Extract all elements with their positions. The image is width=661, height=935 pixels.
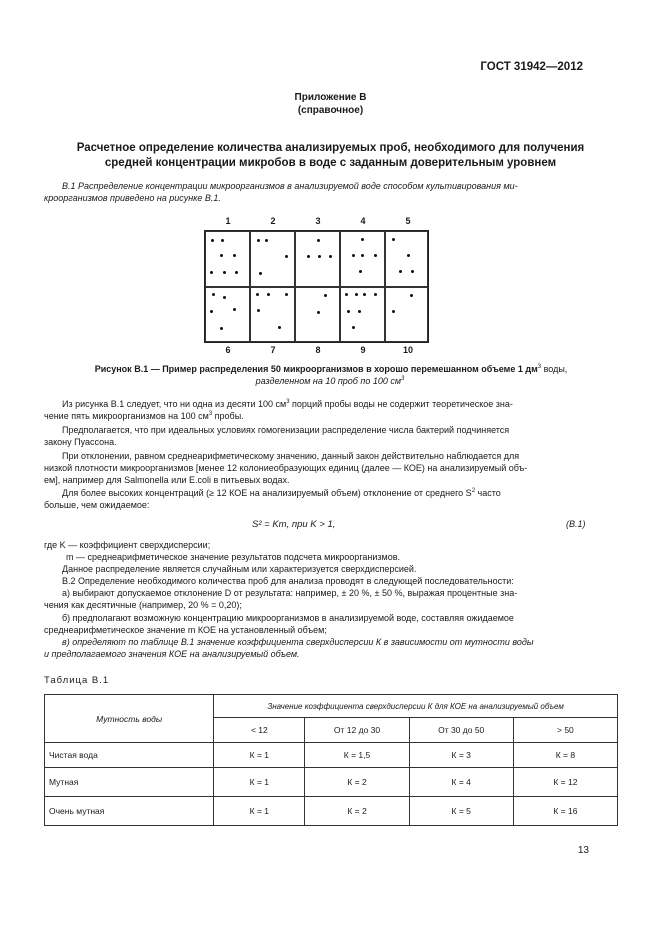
microbe-dot bbox=[220, 254, 223, 257]
definition-m: m — среднеарифметическое значение результатов подсчета микроорганизмов. bbox=[66, 552, 401, 562]
figure-caption-line-2 bbox=[60, 376, 600, 386]
p1-text-a: Из рисунка В.1 следует, что ни одна из десяти 100 см bbox=[62, 399, 287, 409]
table-cell: К = 8 bbox=[513, 743, 617, 768]
sample-cell-9 bbox=[340, 287, 385, 342]
table-title: Таблица В.1 bbox=[44, 675, 110, 686]
p4-text-b: часто bbox=[475, 488, 501, 498]
sample-cell-1 bbox=[205, 231, 250, 287]
figure-label-9: 9 bbox=[360, 345, 366, 355]
sample-cell-10 bbox=[385, 287, 428, 342]
table-subheader: От 12 до 30 bbox=[305, 718, 409, 743]
paragraph-3-line-2: низкой плотности микроорганизмов [менее 12 колониеобразующих единиц (далее — КОЕ) на анализируемый объ- bbox=[44, 463, 528, 473]
paragraph-2-line-2: закону Пуассона. bbox=[44, 437, 117, 447]
paragraph-6: В.2 Определение необходимого количества проб для анализа проводят в следующей последовательности: bbox=[62, 576, 514, 586]
table-row bbox=[45, 743, 618, 768]
microbe-dot bbox=[257, 309, 260, 312]
intro-line-2: кроорганизмов приведено на рисунке В.1. bbox=[44, 193, 221, 203]
sample-cell-2 bbox=[250, 231, 295, 287]
microbe-dot bbox=[411, 270, 414, 273]
table-subheader: > 50 bbox=[513, 718, 617, 743]
document-code: ГОСТ 31942—2012 bbox=[480, 61, 583, 73]
microbe-dot bbox=[363, 293, 366, 296]
microbe-dot bbox=[361, 238, 364, 241]
microbe-dot bbox=[223, 296, 226, 299]
figure-label-8: 8 bbox=[315, 345, 321, 355]
paragraph-1-line-1 bbox=[62, 399, 622, 411]
sample-cell-4 bbox=[340, 231, 385, 287]
table-cell: К = 2 bbox=[305, 797, 409, 826]
microbe-dot bbox=[233, 254, 236, 257]
page-title bbox=[40, 141, 621, 171]
microbe-dot bbox=[392, 310, 395, 313]
microbe-dot bbox=[317, 239, 320, 242]
microbe-dot bbox=[221, 239, 224, 242]
microbe-dot bbox=[235, 271, 238, 274]
microbe-dot bbox=[359, 270, 362, 273]
paragraph-9-line-2: и предполагаемого значения КОЕ на анализируемый объем. bbox=[44, 649, 300, 659]
title-line-2: средней концентрации микробов в воде с заданным доверительным уровнем bbox=[104, 157, 557, 169]
table-row bbox=[45, 768, 618, 797]
paragraph-7-line-2: чения как десятичные (например, 20 % = 0,20); bbox=[44, 600, 242, 610]
table-cell: К = 4 bbox=[409, 768, 513, 797]
microbe-dot bbox=[318, 255, 321, 258]
microbe-dot bbox=[210, 310, 213, 313]
microbe-dot bbox=[410, 294, 413, 297]
paragraph-7-line-1: а) выбирают допускаемое отклонение D от результата: например, ± 20 %, ± 50 %, выражая процентные зна- bbox=[62, 588, 518, 598]
table-group-header: Значение коэффициента сверхдисперсии К для КОЕ на анализируемый объем bbox=[214, 695, 618, 718]
microbe-dot bbox=[352, 326, 355, 329]
paragraph-4-line-1 bbox=[62, 488, 622, 500]
p1-exp-2: 3 bbox=[208, 411, 213, 417]
definition-k: где K — коэффициент сверхдисперсии; bbox=[44, 540, 211, 550]
microbe-dot bbox=[265, 239, 268, 242]
microbe-dot bbox=[399, 270, 402, 273]
microbe-dot bbox=[345, 293, 348, 296]
table-cell: К = 1 bbox=[214, 743, 305, 768]
microbe-dot bbox=[358, 310, 361, 313]
sample-cell-7 bbox=[250, 287, 295, 342]
figure-caption-line2-exp: 3 bbox=[401, 376, 405, 382]
microbe-dot bbox=[374, 254, 377, 257]
table-subheader: < 12 bbox=[214, 718, 305, 743]
p1-exp: 3 bbox=[286, 399, 290, 405]
microbe-dot bbox=[210, 271, 213, 274]
microbe-dot bbox=[233, 308, 236, 311]
table-subheader: От 30 до 50 bbox=[409, 718, 513, 743]
p4-text-a: Для более высоких концентраций (≥ 12 КОЕ на анализируемый объем) отклонение от среднего S bbox=[62, 488, 472, 498]
overdispersion-table bbox=[44, 694, 618, 826]
appendix-title: Приложение В bbox=[294, 92, 367, 103]
formula-number: (В.1) bbox=[566, 519, 586, 529]
microbe-dot bbox=[285, 293, 288, 296]
table-cell: К = 16 bbox=[513, 797, 617, 826]
p4-exp: 2 bbox=[471, 488, 476, 494]
sample-cell-8 bbox=[295, 287, 340, 342]
microbe-dot bbox=[355, 293, 358, 296]
paragraph-8-line-2: среднеарифметическое значение m КОЕ на установленный объем; bbox=[44, 625, 327, 635]
microbe-dot bbox=[324, 294, 327, 297]
table-cell: К = 5 bbox=[409, 797, 513, 826]
microbe-dot bbox=[352, 254, 355, 257]
figure-label-1: 1 bbox=[225, 216, 231, 226]
p1-text-b: порций пробы воды не содержит теоретическое зна- bbox=[289, 399, 513, 409]
figure-label-2: 2 bbox=[270, 216, 276, 226]
microbe-dot bbox=[211, 239, 214, 242]
microbe-dot bbox=[407, 254, 410, 257]
paragraph-3-line-1: При отклонении, равном среднеарифметическому значению, данный закон действительно наблюдается для bbox=[62, 451, 520, 461]
microbe-dot bbox=[257, 239, 260, 242]
p1-text-c: чение пять микроорганизмов на 100 см bbox=[44, 411, 209, 421]
paragraph-2-line-1: Предполагается, что при идеальных условиях гомогенизации распределение числа бактерий подчиняется bbox=[62, 425, 510, 435]
table-cell: К = 2 bbox=[305, 768, 409, 797]
microbe-dot bbox=[285, 255, 288, 258]
microbe-dot bbox=[329, 255, 332, 258]
table-cell: К = 1 bbox=[214, 768, 305, 797]
title-line-1: Расчетное определение количества анализируемых проб, необходимого для получения bbox=[76, 142, 585, 154]
table-row bbox=[45, 797, 618, 826]
figure-caption-exp: 3 bbox=[537, 364, 542, 370]
figure-label-10: 10 bbox=[402, 345, 413, 355]
microbe-dot bbox=[220, 327, 223, 330]
paragraph-1-line-2 bbox=[44, 411, 604, 423]
microbe-dot bbox=[212, 293, 215, 296]
intro-line-1: В.1 Распределение концентрации микроорганизмов в анализируемой воде способом культивирования ми- bbox=[62, 181, 518, 191]
paragraph-4-line-2: больше, чем ожидаемое: bbox=[44, 500, 150, 510]
paragraph-3-line-3: ем], например для Salmonella или E.coli в питьевых водах. bbox=[44, 475, 290, 485]
microbe-dot bbox=[223, 271, 226, 274]
sample-distribution-figure bbox=[204, 230, 429, 343]
figure-label-6: 6 bbox=[225, 345, 231, 355]
table-row-label: Очень мутная bbox=[45, 797, 214, 826]
figure-label-4: 4 bbox=[360, 216, 366, 226]
appendix-subtitle: (справочное) bbox=[297, 105, 364, 116]
p1-text-d: пробы. bbox=[212, 411, 244, 421]
table-row-label: Чистая вода bbox=[45, 743, 214, 768]
microbe-dot bbox=[259, 272, 262, 275]
figure-caption-main: Рисунок В.1 — Пример распределения 50 микроорганизмов в хорошо перемешанном объеме 1 дм bbox=[94, 364, 538, 374]
figure-caption-tail: воды, bbox=[541, 364, 568, 374]
paragraph-8-line-1: б) предполагают возможную концентрацию микроорганизмов в анализируемой воде, составляя ожидаемое bbox=[62, 613, 514, 623]
microbe-dot bbox=[278, 326, 281, 329]
figure-label-5: 5 bbox=[405, 216, 411, 226]
table-cell: К = 1,5 bbox=[305, 743, 409, 768]
paragraph-5: Данное распределение является случайным или характеризуется сверхдисперсией. bbox=[62, 564, 417, 574]
sample-cell-5 bbox=[385, 231, 428, 287]
page-number: 13 bbox=[577, 845, 589, 856]
microbe-dot bbox=[392, 238, 395, 241]
microbe-dot bbox=[267, 293, 270, 296]
figure-caption bbox=[66, 364, 596, 374]
table-row-label: Мутная bbox=[45, 768, 214, 797]
figure-caption-line2-text: разделенном на 10 проб по 100 см bbox=[255, 376, 402, 386]
microbe-dot bbox=[374, 293, 377, 296]
table-cell: К = 3 bbox=[409, 743, 513, 768]
microbe-dot bbox=[317, 311, 320, 314]
microbe-dot bbox=[347, 310, 350, 313]
sample-cell-6 bbox=[205, 287, 250, 342]
table-cell: К = 1 bbox=[214, 797, 305, 826]
microbe-dot bbox=[307, 255, 310, 258]
paragraph-9-line-1: в) определяют по таблице В.1 значение коэффициента сверхдисперсии К в зависимости от мутности воды bbox=[62, 637, 534, 647]
microbe-dot bbox=[256, 293, 259, 296]
table-cell: К = 12 bbox=[513, 768, 617, 797]
microbe-dot bbox=[361, 254, 364, 257]
sample-cell-3 bbox=[295, 231, 340, 287]
figure-label-7: 7 bbox=[270, 345, 276, 355]
appendix-heading bbox=[0, 91, 661, 117]
table-col1-header: Мутность воды bbox=[45, 695, 214, 743]
figure-label-3: 3 bbox=[315, 216, 321, 226]
table-header-row bbox=[45, 695, 618, 718]
formula: S² = Km, при K > 1, bbox=[252, 519, 336, 530]
